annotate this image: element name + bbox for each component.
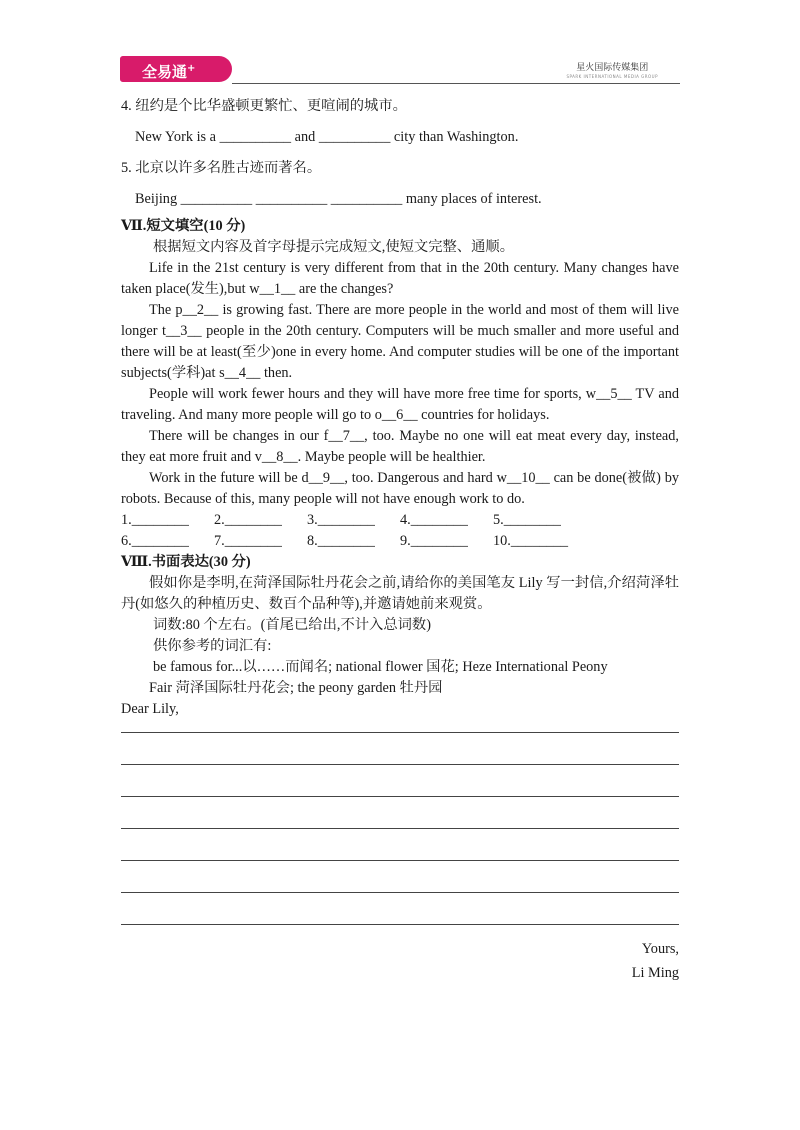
question-4-english: New York is a __________ and __________ city than Washington. — [135, 129, 519, 145]
writing-line[interactable] — [121, 893, 679, 925]
publisher-title: 星火国际传媒集团 — [576, 63, 649, 73]
cloze-paragraph-2: The p__2__ is growing fast. There are more people in the world and most of them will live longer t__3__ people in the 20th century. Computers will be much smaller and more useful and there will be at least(至少)one in every home. And computer studies will be one of the important subjects(学科)at s__4__ then. — [121, 302, 679, 381]
page-content — [121, 96, 679, 985]
page-header — [120, 56, 680, 86]
writing-line[interactable] — [121, 765, 679, 797]
answer-blank[interactable]: 1.________ — [121, 512, 189, 528]
answer-blank[interactable]: 4.________ — [400, 512, 468, 528]
vocab-label: 供你参考的词汇有: — [153, 638, 272, 654]
letter-closing: Yours, — [641, 941, 679, 957]
cloze-paragraph-4: There will be changes in our f__7__, too. Maybe no one will eat meat every day, instead, they eat more fruit and v__8__. Maybe people will be healthier. — [121, 428, 679, 465]
answer-blank[interactable]: 2.________ — [214, 512, 282, 528]
cloze-paragraph-1: Life in the 21st century is very different from that in the 20th century. Many changes have taken place(发生),but w__1__ are the changes? — [121, 260, 679, 297]
letter-signature: Li Ming — [631, 965, 679, 981]
answer-blank[interactable]: 6.________ — [121, 533, 189, 549]
section-7-heading: Ⅶ.短文填空(10 分) — [121, 218, 246, 234]
vocab-line-1: be famous for...以……而闻名; national flower 国花; Heze International Peony — [153, 659, 608, 675]
writing-line[interactable] — [121, 861, 679, 893]
answer-blank[interactable]: 8.________ — [307, 533, 375, 549]
question-4-chinese: 4. 纽约是个比华盛顿更繁忙、更喧闹的城市。 — [121, 98, 407, 114]
writing-task: 假如你是李明,在菏泽国际牡丹花会之前,请给你的美国笔友 Lily 写一封信,介绍菏泽牡丹(如悠久的种植历史、数百个品种等),并邀请她前来观赏。 — [121, 575, 679, 612]
brand-logo — [120, 56, 232, 82]
logo-text: 全易通 — [142, 63, 188, 81]
section-7-instruction: 根据短文内容及首字母提示完成短文,使短文完整、通顺。 — [153, 239, 514, 255]
letter-salutation: Dear Lily, — [121, 701, 179, 717]
question-5-english: Beijing __________ __________ __________ many places of interest. — [135, 191, 542, 207]
answer-row-1 — [121, 510, 679, 531]
logo-mark: + — [187, 63, 196, 74]
answer-row-2 — [121, 531, 679, 552]
answer-blank[interactable]: 9.________ — [400, 533, 468, 549]
publisher-name — [566, 60, 658, 79]
question-5-chinese: 5. 北京以许多名胜古迹而著名。 — [121, 160, 322, 176]
section-8-heading: Ⅷ.书面表达(30 分) — [121, 554, 251, 570]
writing-line[interactable] — [121, 733, 679, 765]
writing-line[interactable] — [121, 829, 679, 861]
writing-line[interactable] — [121, 720, 679, 733]
cloze-paragraph-5: Work in the future will be d__9__, too. Dangerous and hard w__10__ can be done(被做) by robots. Because of this, many people will not have enough work to do. — [121, 470, 679, 507]
cloze-paragraph-3: People will work fewer hours and they will have more free time for sports, w__5__ TV and traveling. And many more people will go to o__6__ countries for holidays. — [121, 386, 679, 423]
answer-blank[interactable]: 7.________ — [214, 533, 282, 549]
header-rule — [232, 83, 680, 84]
vocab-line-2: Fair 菏泽国际牡丹花会; the peony garden 牡丹园 — [149, 680, 443, 696]
word-count-note: 词数:80 个左右。(首尾已给出,不计入总词数) — [153, 617, 431, 633]
writing-line[interactable] — [121, 797, 679, 829]
writing-area[interactable] — [121, 720, 679, 925]
answer-blank[interactable]: 5.________ — [493, 512, 561, 528]
answer-blank[interactable]: 3.________ — [307, 512, 375, 528]
answer-blank[interactable]: 10.________ — [493, 533, 569, 549]
publisher-subtitle: SPARK INTERNATIONAL MEDIA GROUP — [566, 74, 658, 79]
